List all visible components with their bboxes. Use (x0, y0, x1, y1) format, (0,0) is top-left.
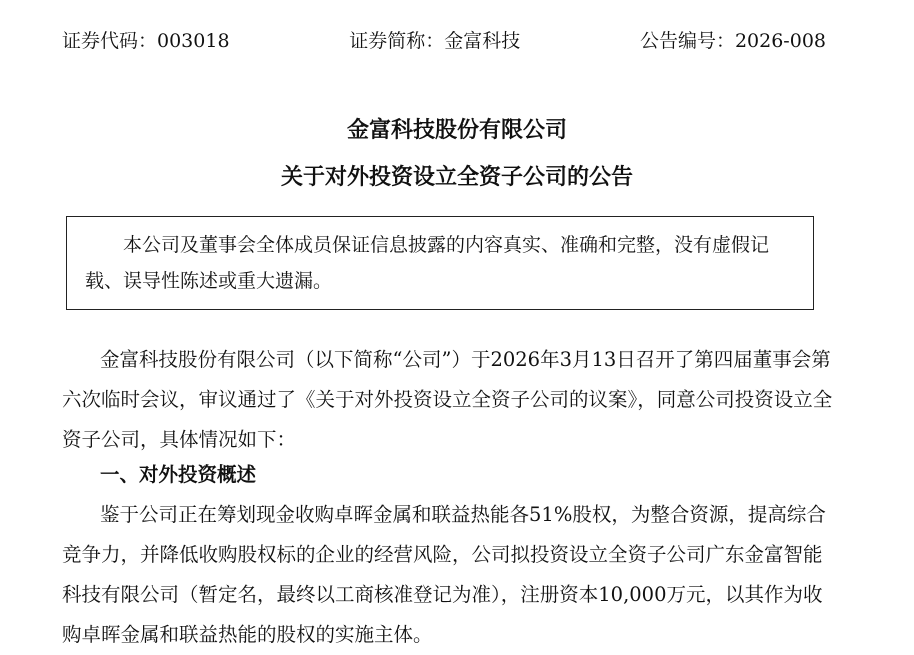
section-heading: 一、对外投资概述 (100, 463, 257, 486)
disclosure-notice-box (66, 216, 814, 310)
announcement-number: 公告编号：2026-008 (639, 29, 826, 52)
paragraph-text: 鉴于公司正在筹划现金收购卓晖金属和联益热能各51%股权，为整合资源，提高综合竞争力，并降低收购股权标的企业的经营风险，公司拟投资设立全资子公司广东金富智能科技有限公司（暂定名，最终以工商核准登记为准），注册资本10,000万元，以其作为收购卓晖金属和联益热能的股权的实施主体。 (62, 503, 826, 646)
body-paragraph-1 (62, 340, 837, 460)
stock-code: 证券代码：003018 (62, 29, 230, 52)
disclosure-notice-text: 本公司及董事会全体成员保证信息披露的内容真实、准确和完整，没有虚假记载、误导性陈述或重大遗漏。 (85, 234, 770, 292)
announcement-title: 关于对外投资设立全资子公司的公告 (280, 164, 633, 190)
stock-short-name: 证券简称：金富科技 (349, 29, 521, 52)
company-title: 金富科技股份有限公司 (346, 117, 567, 143)
paragraph-text: 金富科技股份有限公司（以下简称“公司”）于2026年3月13日召开了第四届董事会第六次临时会议，审议通过了《关于对外投资设立全资子公司的议案》，同意公司投资设立全资子公司，具体情况如下： (62, 348, 833, 451)
body-paragraph-2 (62, 495, 837, 655)
document-header (62, 24, 826, 54)
